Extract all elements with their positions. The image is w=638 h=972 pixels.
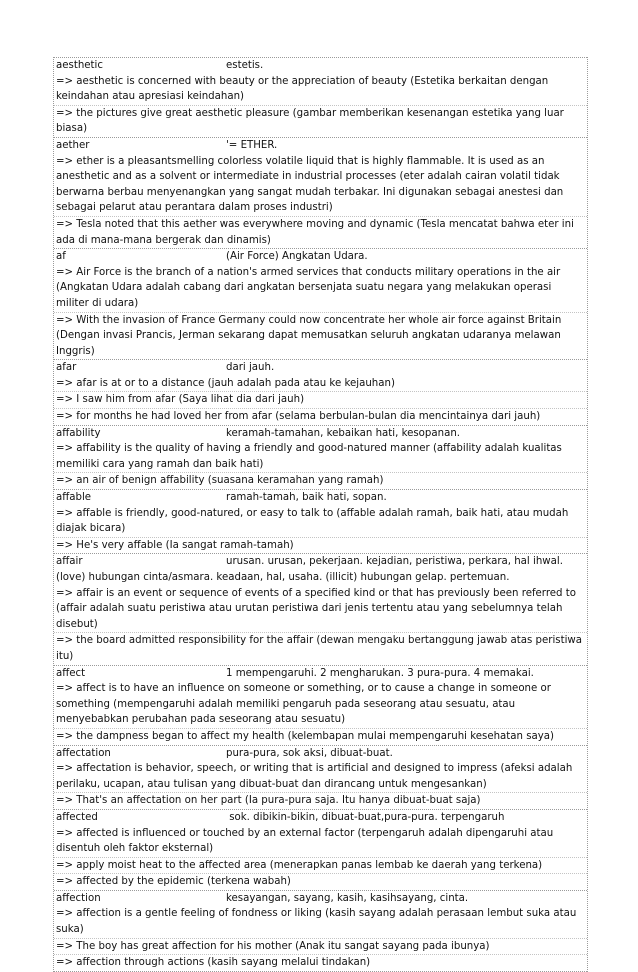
entry-term: aether — [56, 139, 90, 151]
dictionary-entry — [54, 553, 587, 664]
entry-example-line: => affected is influenced or touched by an external factor (terpengaruh adalah dipengaruhi atau disentuh oleh faktor eksternal) — [54, 826, 587, 858]
entry-translation: kesayangan, sayang, kasih, kasihsayang, cinta. — [226, 892, 469, 904]
entry-header — [54, 138, 587, 154]
entry-translation: sok. dibikin-bikin, dibuat-buat,pura-pura. terpengaruh — [226, 811, 505, 823]
entry-example-line: => affability is the quality of having a friendly and good-natured manner (affability adalah kualitas memiliki cara yang ramah dan baik hati) — [54, 441, 587, 473]
entry-example-line: => the dampness began to affect my health (kelembapan mulai mempengaruhi kesehatan saya) — [56, 730, 555, 742]
entry-example-line: => He's very affable (Ia sangat ramah-tamah) — [56, 539, 294, 551]
entry-example-line: => apply moist heat to the affected area (menerapkan panas lembab ke daerah yang terkena) — [54, 858, 587, 875]
dictionary-entry — [54, 665, 587, 745]
entry-example-line: => With the invasion of France Germany could now concentrate her whole air force against Britain (Dengan invasi Prancis, Jerman sekarang dapat memusatkan seluruh angkatan udaranya melawan Inggris) — [56, 314, 562, 357]
entry-header — [54, 891, 587, 907]
entry-term: aesthetic — [56, 60, 103, 71]
entry-example-line: => Air Force is the branch of a nation's armed services that conducts military operations in the air (Angkatan Udara adalah cabang dari angkatan bersenjata suatu negara yang melakukan operasi militer di udara) — [54, 265, 587, 313]
dictionary-entry — [54, 248, 587, 359]
entry-example-line: => affection through actions (kasih sayang melalui tindakan) — [56, 957, 371, 969]
dictionary-entry — [54, 359, 587, 424]
entry-header — [54, 810, 587, 826]
entry-header — [54, 666, 587, 682]
entry-example-line: => Tesla noted that this aether was everywhere moving and dynamic (Tesla mencatat bahwa eter ini ada di mana-mana bergerak dan dinamis) — [56, 218, 574, 246]
entry-example-line: => the board admitted responsibility for the affair (dewan mengaku bertanggung jawab atas peristiwa itu) — [56, 635, 582, 662]
dictionary-entry — [54, 57, 587, 137]
entry-term: affair — [56, 556, 83, 568]
entry-term: affection — [56, 892, 101, 904]
entry-header — [54, 426, 587, 442]
entry-example-line: => affectation is behavior, speech, or writing that is artificial and designed to impress (afeksi adalah perilaku, ucapan, atau tulisan yang dibuat-buat dan dirancang untuk mengesankan) — [54, 761, 587, 793]
entry-translation: urusan. urusan, pekerjaan. kejadian, peristiwa, perkara, hal ihwal. (love) hubungan cinta/asmara. keadaan, hal, usaha. (illicit) hubungan gelap. pertemuan. — [56, 556, 563, 583]
entry-example-line: => aesthetic is concerned with beauty or the appreciation of beauty (Estetika berkaitan dengan keindahan atau apresiasi keindahan) — [54, 74, 587, 106]
entry-header — [54, 249, 587, 265]
entry-header — [54, 554, 587, 585]
entry-translation: (Air Force) Angkatan Udara. — [226, 251, 368, 263]
dictionary-entry — [54, 890, 587, 972]
dictionary-entry — [54, 809, 587, 890]
entry-example-line: => affected by the epidemic (terkena wabah) — [56, 876, 291, 888]
dictionary-document — [53, 57, 588, 972]
entry-term: affable — [56, 492, 92, 504]
entry-header — [54, 360, 587, 376]
entry-example-line: => affable is friendly, good-natured, or easy to talk to (affable adalah ramah, baik hati, atau mudah diajak bicara) — [54, 506, 587, 538]
entry-term: affectation — [56, 747, 111, 759]
dictionary-entry — [54, 745, 587, 809]
entry-header — [54, 490, 587, 506]
entry-example-line: => affect is to have an influence on someone or something, or to cause a change in someone or something (mempengaruhi adalah memiliki pengaruh pada seseorang atau sesuatu, atau menyebabkan perubahan pada seseorang atau sesuatu) — [54, 681, 587, 729]
entry-translation: dari jauh. — [226, 362, 275, 374]
entry-example-line: => afar is at or to a distance (jauh adalah pada atau ke kejauhan) — [54, 376, 587, 393]
entry-translation: ramah-tamah, baik hati, sopan. — [226, 492, 387, 504]
entry-header — [54, 58, 587, 74]
entry-translation: estetis. — [226, 60, 264, 71]
entry-example-line: => affection is a gentle feeling of fondness or liking (kasih sayang adalah perasaan lembut suka atau suka) — [54, 906, 587, 938]
entry-example-line: => the pictures give great aesthetic pleasure (gambar memberikan kesenangan estetika yang luar biasa) — [56, 107, 564, 135]
entry-term: affability — [56, 427, 101, 439]
entry-example-line: => The boy has great affection for his mother (Anak itu sangat sayang pada ibunya) — [54, 939, 587, 956]
entry-example-line: => That's an affectation on her part (Ia pura-pura saja. Itu hanya dibuat-buat saja) — [56, 795, 481, 807]
dictionary-entry — [54, 425, 587, 489]
entry-header — [54, 746, 587, 762]
dictionary-entry — [54, 137, 587, 248]
dictionary-entry — [54, 489, 587, 553]
entry-translation: 1 mempengaruhi. 2 mengharukan. 3 pura-pura. 4 memakai. — [226, 667, 534, 679]
entry-example-line: => an air of benign affability (suasana keramahan yang ramah) — [56, 475, 384, 487]
entry-translation: pura-pura, sok aksi, dibuat-buat. — [226, 747, 393, 759]
entry-example-line: => ether is a pleasantsmelling colorless volatile liquid that is highly flammable. It is used as an anesthetic and as a solvent or intermediate in industrial processes (eter adalah cairan volatil tidak berwarna berbau menyenangkan yang sangat mudah terbakar. Ini digunakan sebagai anestesi dan sebagai pelarut atau perantara dalam proses industri) — [54, 154, 587, 217]
entry-example-line: => for months he had loved her from afar (selama berbulan-bulan dia mencintainya dari jauh) — [56, 411, 541, 423]
entry-translation: '= ETHER. — [226, 139, 278, 151]
entry-term: afar — [56, 362, 77, 374]
entry-example-line: => I saw him from afar (Saya lihat dia dari jauh) — [54, 392, 587, 409]
entry-term: affect — [56, 667, 86, 679]
entry-term: af — [56, 251, 66, 263]
entry-translation: keramah-tamahan, kebaikan hati, kesopanan. — [226, 427, 461, 439]
entry-term: affected — [56, 811, 98, 823]
entry-example-line: => affair is an event or sequence of events of a specified kind or that has previously been referred to (affair adalah suatu peristiwa atau urutan peristiwa dari jenis tertentu atau yang sebelumnya telah disebut) — [54, 586, 587, 634]
